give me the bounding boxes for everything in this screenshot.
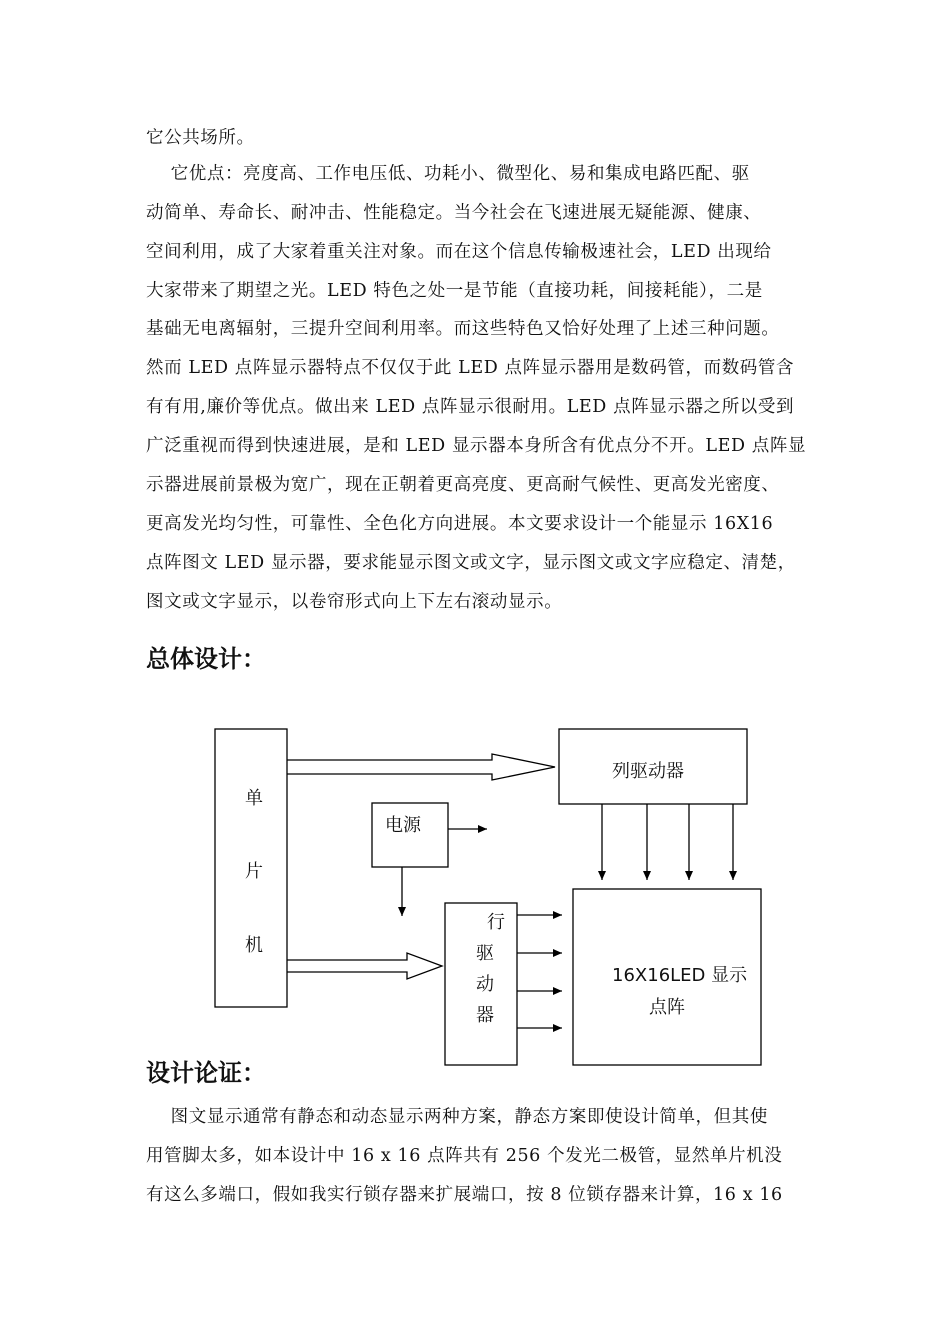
row-driver-label-char: 动 <box>476 974 494 995</box>
power-label: 电源 <box>385 815 421 836</box>
mcu-label-char: 片 <box>245 861 263 882</box>
text-line: 用管脚太多，如本设计中 16 x 16 点阵共有 256 个发光二极管，显然单片机没 <box>146 1146 783 1166</box>
mcu-label-char: 机 <box>245 935 263 956</box>
section-heading-design-justification: 设计论证： <box>146 1059 266 1087</box>
text-line: 有有用,廉价等优点。做出来 LED 点阵显示很耐用。LED 点阵显示器之所以受到 <box>146 397 795 417</box>
bus-arrow-mcu-to-column-driver <box>287 754 555 780</box>
column-driver-label: 列驱动器 <box>612 761 684 782</box>
text-line: 然而 LED 点阵显示器特点不仅仅于此 LED 点阵显示器用是数码管，而数码管含 <box>146 358 795 378</box>
row-driver-label-char: 行 <box>487 912 505 933</box>
led-matrix-label: 16X16LED 显示 <box>612 965 748 986</box>
text-line: 空间利用，成了大家着重关注对象。而在这个信息传输极速社会，LED 出现给 <box>146 242 772 262</box>
row-driver-label-char: 器 <box>476 1005 494 1026</box>
bus-arrow-mcu-to-row-driver <box>287 953 442 979</box>
text-line: 广泛重视而得到快速进展，是和 LED 显示器本身所含有优点分不开。LED 点阵显 <box>146 436 807 456</box>
text-line: 点阵图文 LED 显示器，要求能显示图文或文字，显示图文或文字应稳定、清楚， <box>146 553 796 573</box>
text-line: 它公共场所。 <box>146 128 255 148</box>
led-matrix-label: 点阵 <box>649 997 685 1018</box>
text-line: 它优点：亮度高、工作电压低、功耗小、微型化、易和集成电路匹配、驱 <box>146 164 750 184</box>
text-line: 图文显示通常有静态和动态显示两种方案，静态方案即使设计简单，但其使 <box>146 1107 768 1127</box>
mcu-label-char: 单 <box>245 788 263 809</box>
text-line: 有这么多端口，假如我实行锁存器来扩展端口，按 8 位锁存器来计算，16 x 16 <box>146 1185 783 1205</box>
row-driver-label-char: 驱 <box>476 943 494 964</box>
text-line: 基础无电离辐射，三提升空间利用率。而这些特色又恰好处理了上述三种问题。 <box>146 319 780 339</box>
text-line: 图文或文字显示，以卷帘形式向上下左右滚动显示。 <box>146 592 563 612</box>
text-line: 大家带来了期望之光。LED 特色之处一是节能（直接功耗，间接耗能），二是 <box>146 281 763 301</box>
section-heading-overall-design: 总体设计： <box>146 645 266 673</box>
text-line: 动简单、寿命长、耐冲击、性能稳定。当今社会在飞速进展无疑能源、健康、 <box>146 203 762 223</box>
text-line: 更高发光均匀性，可靠性、全色化方向进展。本文要求设计一个能显示 16X16 <box>146 514 774 534</box>
text-line: 示器进展前景极为宽广，现在正朝着更高亮度、更高耐气候性、更高发光密度、 <box>146 475 780 495</box>
